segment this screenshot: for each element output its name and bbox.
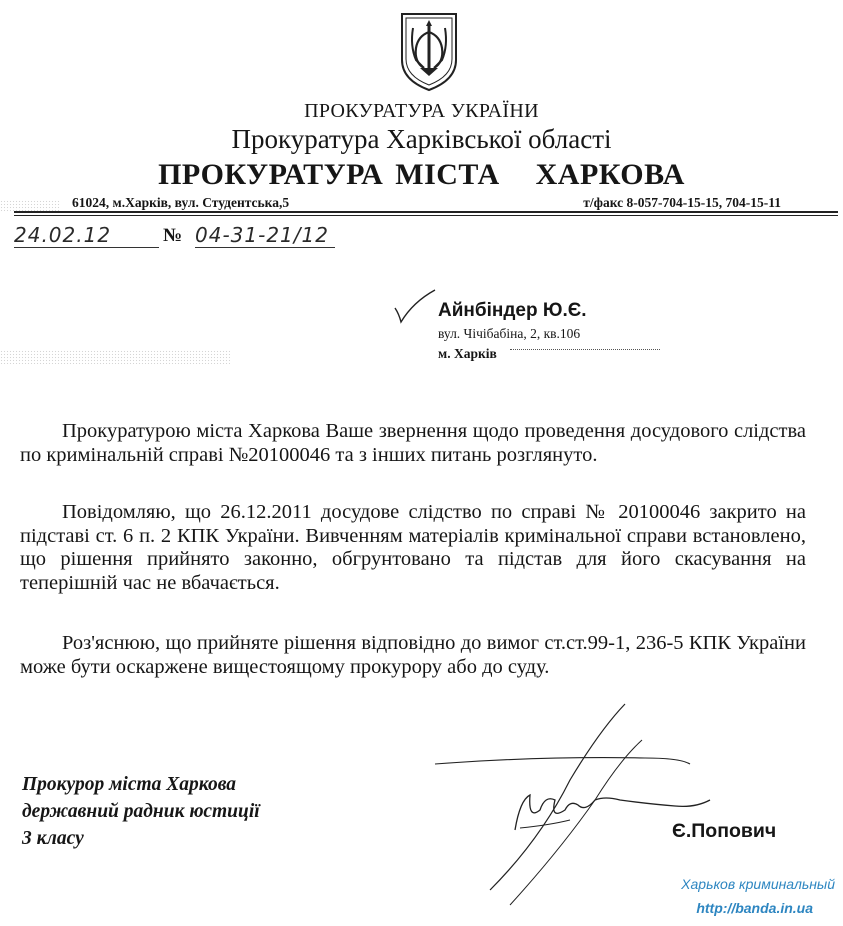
watermark-title: Харьков криминальный	[681, 876, 835, 892]
paragraph-text: Повідомляю, що 26.12.2011 досудове слідство по справі № 20100046 закрито на підставі ст. 6 п. 2 КПК України. Вивченням матеріалів кримінальної справи встановлено, що рішення прийнято законно, обгрунтовано та підстав для його скасування на теперішній час не вбачається.	[20, 501, 806, 594]
watermark-url: http://banda.in.ua	[696, 900, 813, 916]
org-title-city: ПРОКУРАТУРА МІСТА ХАРКОВА	[158, 158, 685, 191]
registration-number: 04-31-21/12	[195, 223, 335, 248]
signatory-title-line: Прокурор міста Харкова	[22, 774, 237, 795]
recipient-address-street: вул. Чічібабіна, 2, кв.106	[438, 326, 581, 341]
signatory-name: Є.Попович	[672, 820, 777, 842]
checkmark-icon	[393, 288, 437, 329]
registration-number-sign: №	[163, 225, 183, 246]
trident-emblem-icon	[396, 10, 462, 92]
org-phone-fax: т/факс 8-057-704-15-15, 704-15-11	[583, 195, 781, 210]
recipient-name: Айнбіндер Ю.Є.	[438, 300, 587, 321]
scan-noise	[0, 350, 230, 364]
signatory-title	[22, 771, 260, 852]
signatory-title-line: 3 класу	[22, 828, 84, 849]
paragraph-text: Прокуратурою міста Харкова Ваше звернення щодо проведення досудового слідства по кримінальній справі №20100046 та з інших питань розглянуто.	[20, 420, 806, 466]
paragraph-text: Роз'яснюю, що прийняте рішення відповідно до вимог ст.ст.99-1, 236-5 КПК України може бути оскаржене вищестоящому прокурору або до суду.	[20, 632, 806, 678]
scan-noise	[0, 200, 60, 212]
registration-date: 24.02.12	[14, 223, 159, 248]
org-title-region: Прокуратура Харківської області	[231, 124, 612, 154]
letter-paragraph-2	[20, 501, 806, 595]
header-rule-thin	[14, 215, 838, 216]
letter-paragraph-1	[20, 420, 806, 467]
recipient-address-city: м. Харків	[438, 346, 497, 361]
org-title-ukraine: ПРОКУРАТУРА УКРАЇНИ	[304, 100, 539, 122]
letter-paragraph-3	[20, 632, 806, 679]
header-rule-thick	[14, 211, 838, 213]
org-address: 61024, м.Харків, вул. Студентська,5	[72, 195, 290, 210]
signatory-title-line: державний радник юстиції	[22, 801, 260, 822]
address-dotted-line	[510, 349, 660, 350]
